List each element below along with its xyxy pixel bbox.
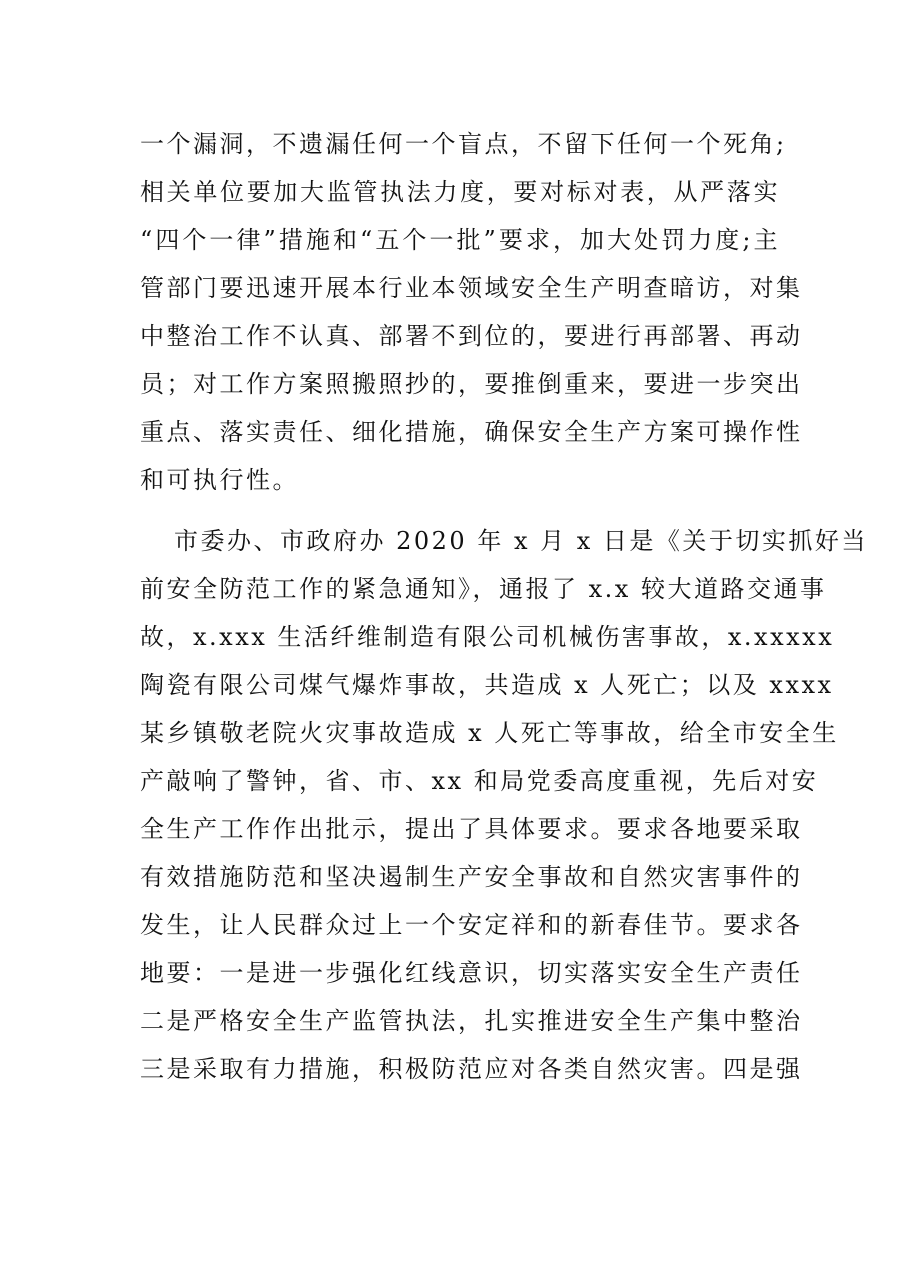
text-line: 地要：一是进一步强化红线意识，切实落实安全生产责任: [140, 959, 803, 987]
text-line: 产敲响了警钟，省、市、xx 和局党委高度重视，先后对安: [140, 767, 819, 795]
text-line: 市委办、市政府办 2020 年 x 月 x 日是《关于切实抓好当: [174, 527, 868, 555]
text-line: 一个漏洞，不遗漏任何一个盲点，不留下任何一个死角;: [140, 130, 787, 158]
text-line: 管部门要迅速开展本行业本领域安全生产明查暗访，对集: [140, 274, 803, 302]
text-line: 相关单位要加大监管执法力度，要对标对表，从严落实: [140, 178, 780, 206]
text-line: 中整治工作不认真、部署不到位的，要进行再部署、再动: [140, 322, 803, 350]
text-line: 三是采取有力措施，积极防范应对各类自然灾害。四是强: [140, 1055, 803, 1083]
text-line: “四个一律”措施和“五个一批”要求，加大处罚力度;主: [140, 226, 780, 254]
text-line: 二是严格安全生产监管执法，扎实推进安全生产集中整治: [140, 1007, 803, 1035]
text-line: 员；对工作方案照搬照抄的，要推倒重来，要进一步突出: [140, 370, 803, 398]
text-line: 发生，让人民群众过上一个安定祥和的新春佳节。要求各: [140, 911, 803, 939]
text-line: 前安全防范工作的紧急通知》，通报了 x.x 较大道路交通事: [140, 575, 827, 603]
text-line: 全生产工作作出批示，提出了具体要求。要求各地要采取: [140, 815, 803, 843]
text-line: 故，x.xxx 生活纤维制造有限公司机械伤害事故，x.xxxxx: [140, 623, 835, 651]
text-line: 重点、落实责任、细化措施，确保安全生产方案可操作性: [140, 418, 803, 446]
text-line: 有效措施防范和坚决遏制生产安全事故和自然灾害事件的: [140, 863, 803, 891]
text-line: 陶瓷有限公司煤气爆炸事故，共造成 x 人死亡；以及 xxxx: [140, 671, 834, 699]
paragraph-1: [140, 120, 803, 504]
text-line: 某乡镇敬老院火灾事故造成 x 人死亡等事故，给全市安全生: [140, 719, 839, 747]
text-line: 和可执行性。: [140, 466, 299, 494]
paragraph-2: [140, 517, 868, 1093]
